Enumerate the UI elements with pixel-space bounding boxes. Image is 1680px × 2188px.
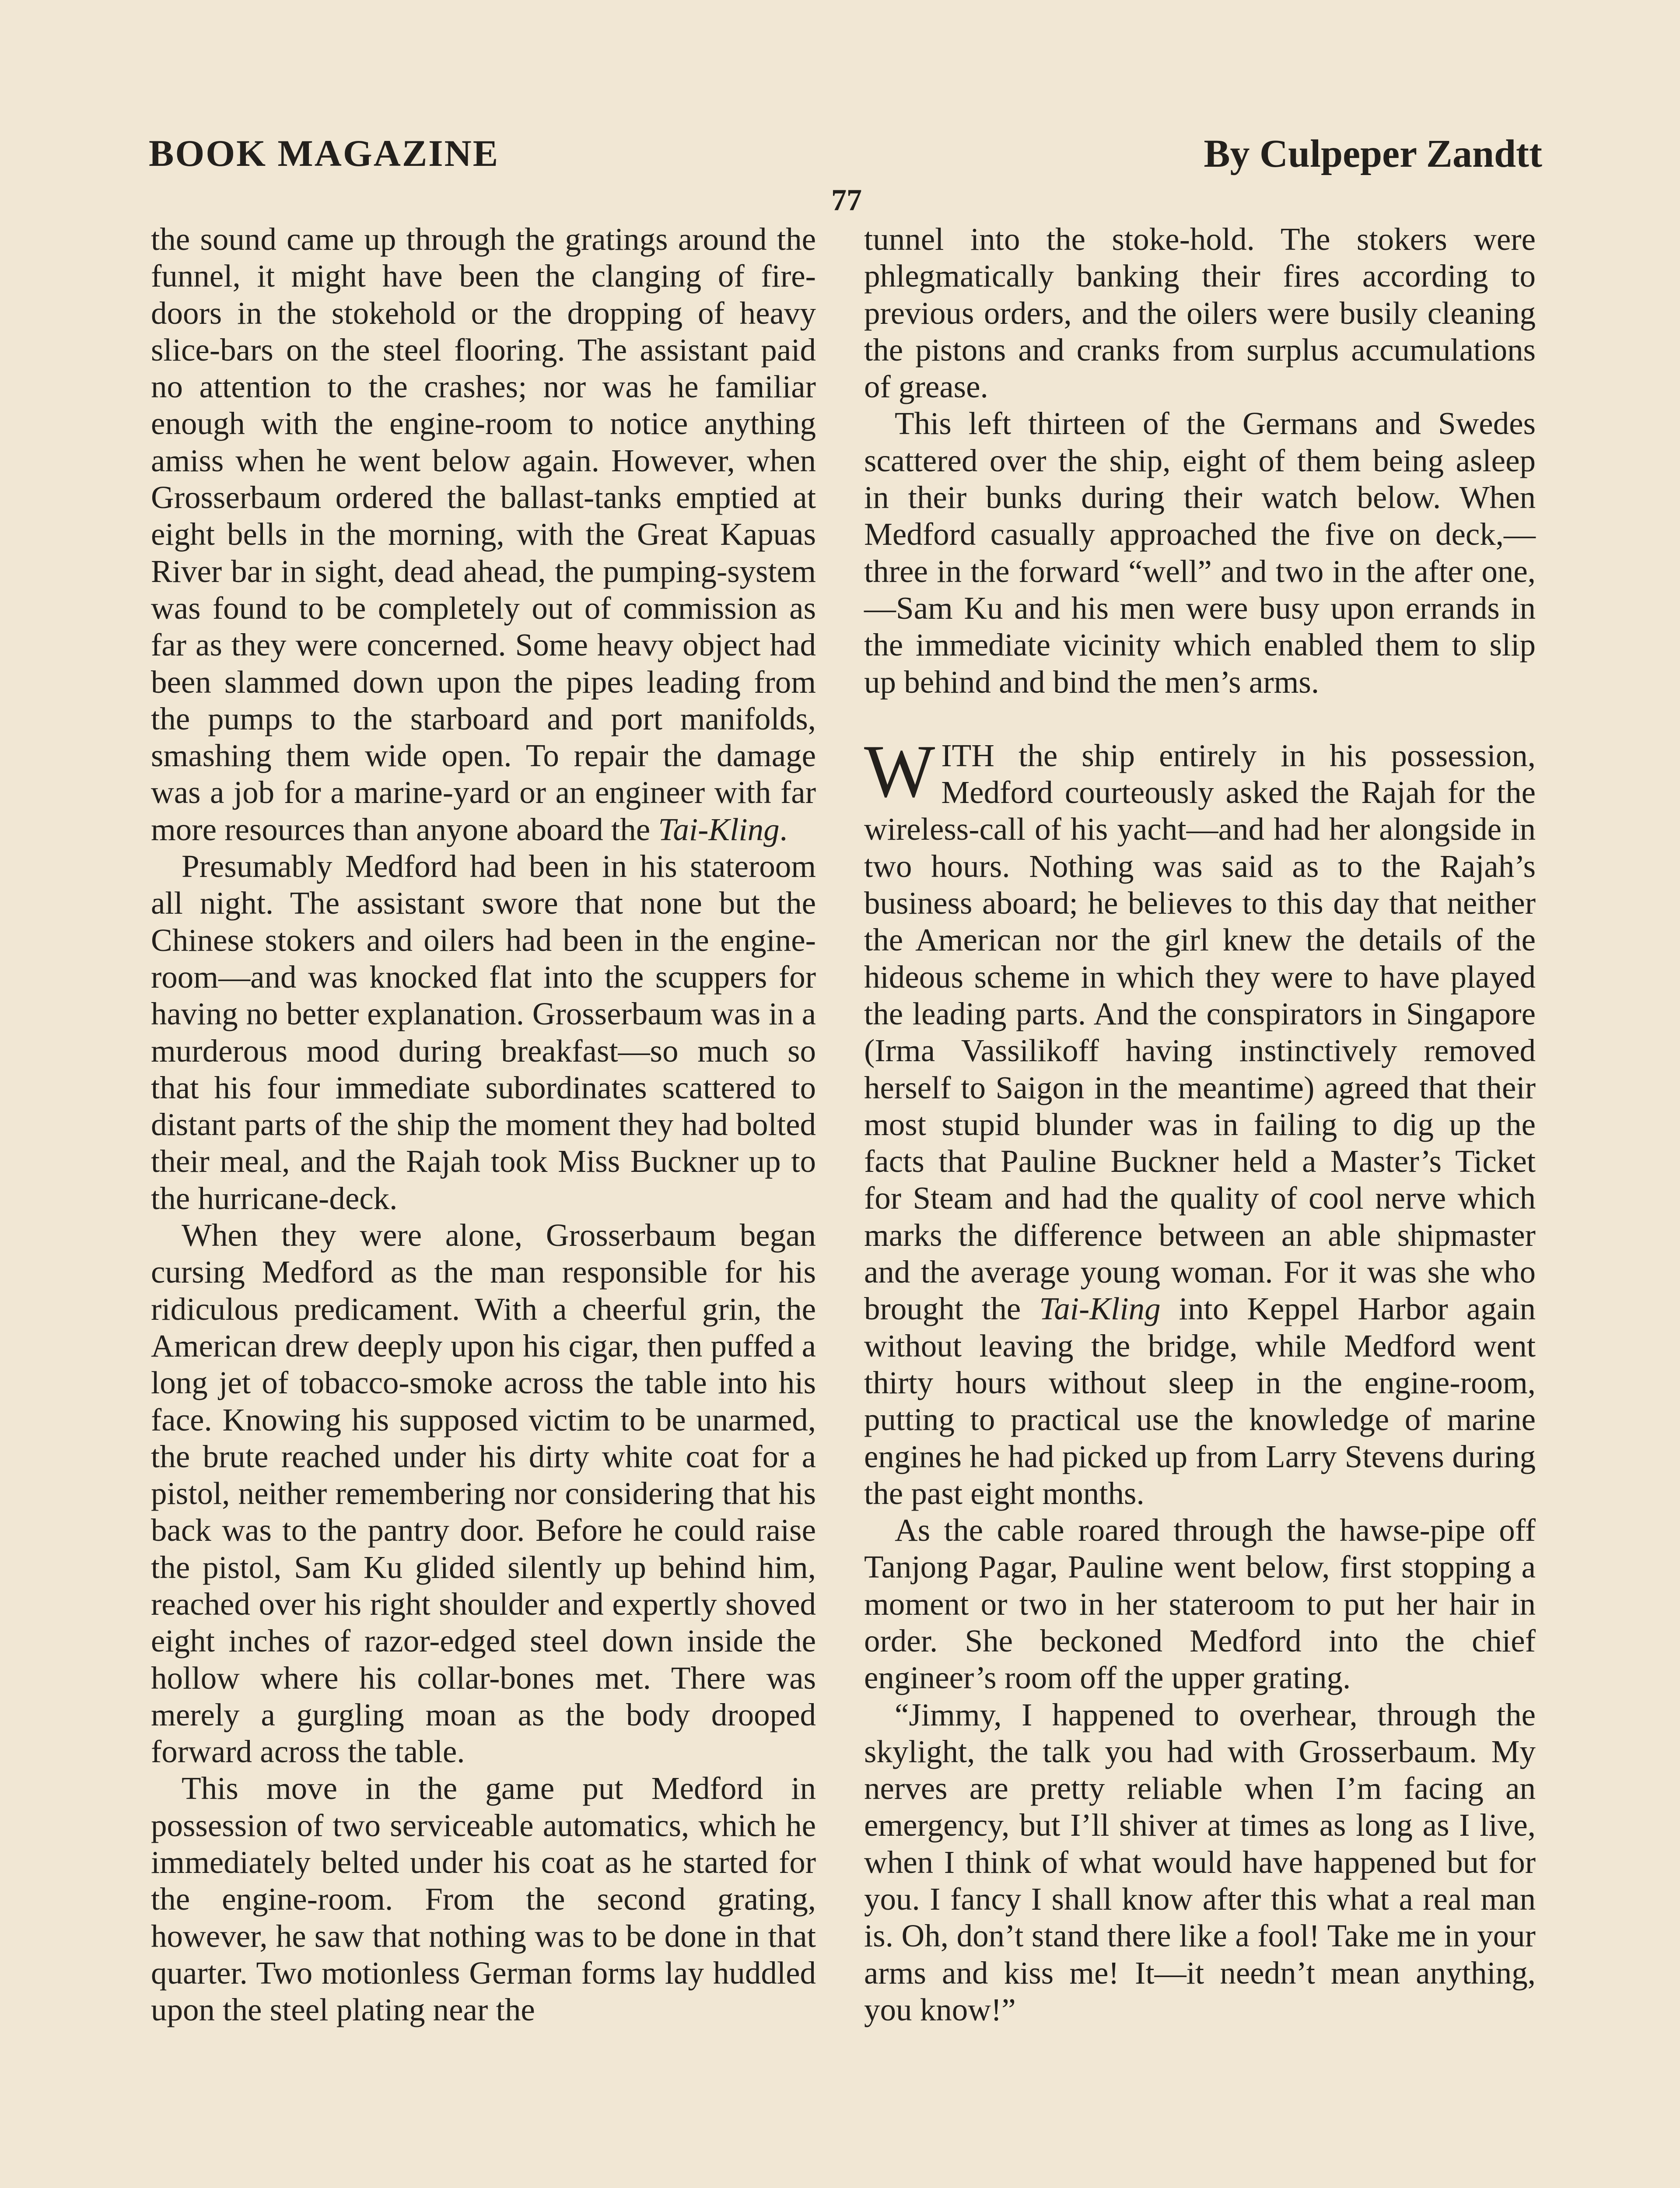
left-paragraph-4: This move in the game put Medford in possession of two serviceable automatics, which he immediately belted under his coat as he started for the engine-room. From the second grating, however, he saw that nothing was to be done in that quarter. Two motionless German forms lay huddled upon the steel plating near the [151,1771,816,2028]
right-column [864,221,1536,2028]
left-paragraph-3: When they were alone, Grosserbaum began cursing Medford as the man responsible for his ridiculous predicament. With a cheerful grin, the American drew deeply upon his cigar, then puffed a long jet of tobacco-smoke across the table into his face. Knowing his supposed victim to be unarmed, the brute reached under his dirty white coat for a pistol, neither remembering nor considering that his back was to the pantry door. Before he could raise the pistol, Sam Ku glided silently up behind him, reached over his right shoulder and expertly shoved eight inches of razor-edged steel down inside the hollow where his collar-bones met. There was merely a gurgling moan as the body drooped forward across the table. [151,1217,816,1770]
left-column [151,221,816,2029]
author-byline: By Culpeper Zandtt [1204,132,1542,175]
right-paragraph-5: “Jimmy, I happened to overhear, through the skylight, the talk you had with Grosserbaum. My nerves are pretty reliable when I’m facing an emergency, but I’ll shiver at times as long as I live, when I think of what would have happened but for you. I fancy I shall know after this what a real man is. Oh, don’t stand there like a fool! Take me in your arms and kiss me! It—it needn’t mean anything, you know!” [864,1697,1536,2027]
right-paragraph-3: WITH the ship entirely in his possession, Medford courteously asked the Rajah for the wireless-call of his yacht—and had her alongside in two hours. Nothing was said as to the Rajah’s business aboard; he believes to this day that neither the American nor the girl knew the details of the hideous scheme in which they were to have played the leading parts. And the conspirators in Singapore (Irma Vassilikoff having instinctively removed herself to Saigon in the meantime) agreed that their most stupid blunder was in failing to dig up the facts that Pauline Buckner held a Master’s Ticket for Steam and had the quality of cool nerve which marks the difference between an able shipmaster and the average young woman. For it was she who brought the Tai-Kling into Keppel Harbor again without leaving the bridge, while Medford went thirty hours without sleep in the engine-room, putting to practical use the knowledge of marine engines he had picked up from Larry Stevens during the past eight months. [864,729,1536,1511]
page-number: 77 [831,183,862,217]
left-paragraph-1: the sound came up through the gratings around the funnel, it might have been the clanging of fire-doors in the stokehold or the dropping of heavy slice-bars on the steel flooring. The assistant paid no attention to the crashes; nor was he familiar enough with the engine-room to notice anything amiss when he went below again. However, when Grosserbaum ordered the ballast-tanks emptied at eight bells in the morning, with the Great Kapuas River bar in sight, dead ahead, the pumping-system was found to be completely out of commission as far as they were concerned. Some heavy object had been slammed down upon the pipes leading from the pumps to the starboard and port manifolds, smashing them wide open. To repair the damage was a job for a marine-yard or an engineer with far more resources than anyone aboard the Tai-Kling. [151,221,816,847]
right-paragraph-1: tunnel into the stoke-hold. The stokers were phlegmatically banking their fires according to previous orders, and the oilers were busily cleaning the pistons and cranks from surplus accumulations of grease. [864,221,1536,405]
drop-cap: W [864,729,935,813]
right-paragraph-4: As the cable roared through the hawse-pipe off Tanjong Pagar, Pauline went below, first stopping a moment or two in her stateroom to put her hair in order. She beckoned Medford into the chief engineer’s room off the upper grating. [864,1512,1536,1696]
magazine-title: BOOK MAGAZINE [149,132,500,174]
left-paragraph-2: Presumably Medford had been in his stateroom all night. The assistant swore that none but the Chinese stokers and oilers had been in the engine-room—and was knocked flat into the scuppers for having no better explanation. Grosserbaum was in a murderous mood during breakfast—so much so that his four immediate subordinates scattered to distant parts of the ship the moment they had bolted their meal, and the Rajah took Miss Buckner up to the hurricane-deck. [151,849,816,1216]
ship-name: Tai-Kling [1039,1291,1161,1327]
ship-name: Tai-Kling [658,811,780,847]
right-paragraph-2: This left thirteen of the Germans and Swedes scattered over the ship, eight of them being asleep in their bunks during their watch below. When Medford casually approached the five on deck,—three in the forward “well” and two in the after one,—Sam Ku and his men were busy upon errands in the immediate vicinity which enabled them to slip up behind and bind the men’s arms. [864,406,1536,700]
